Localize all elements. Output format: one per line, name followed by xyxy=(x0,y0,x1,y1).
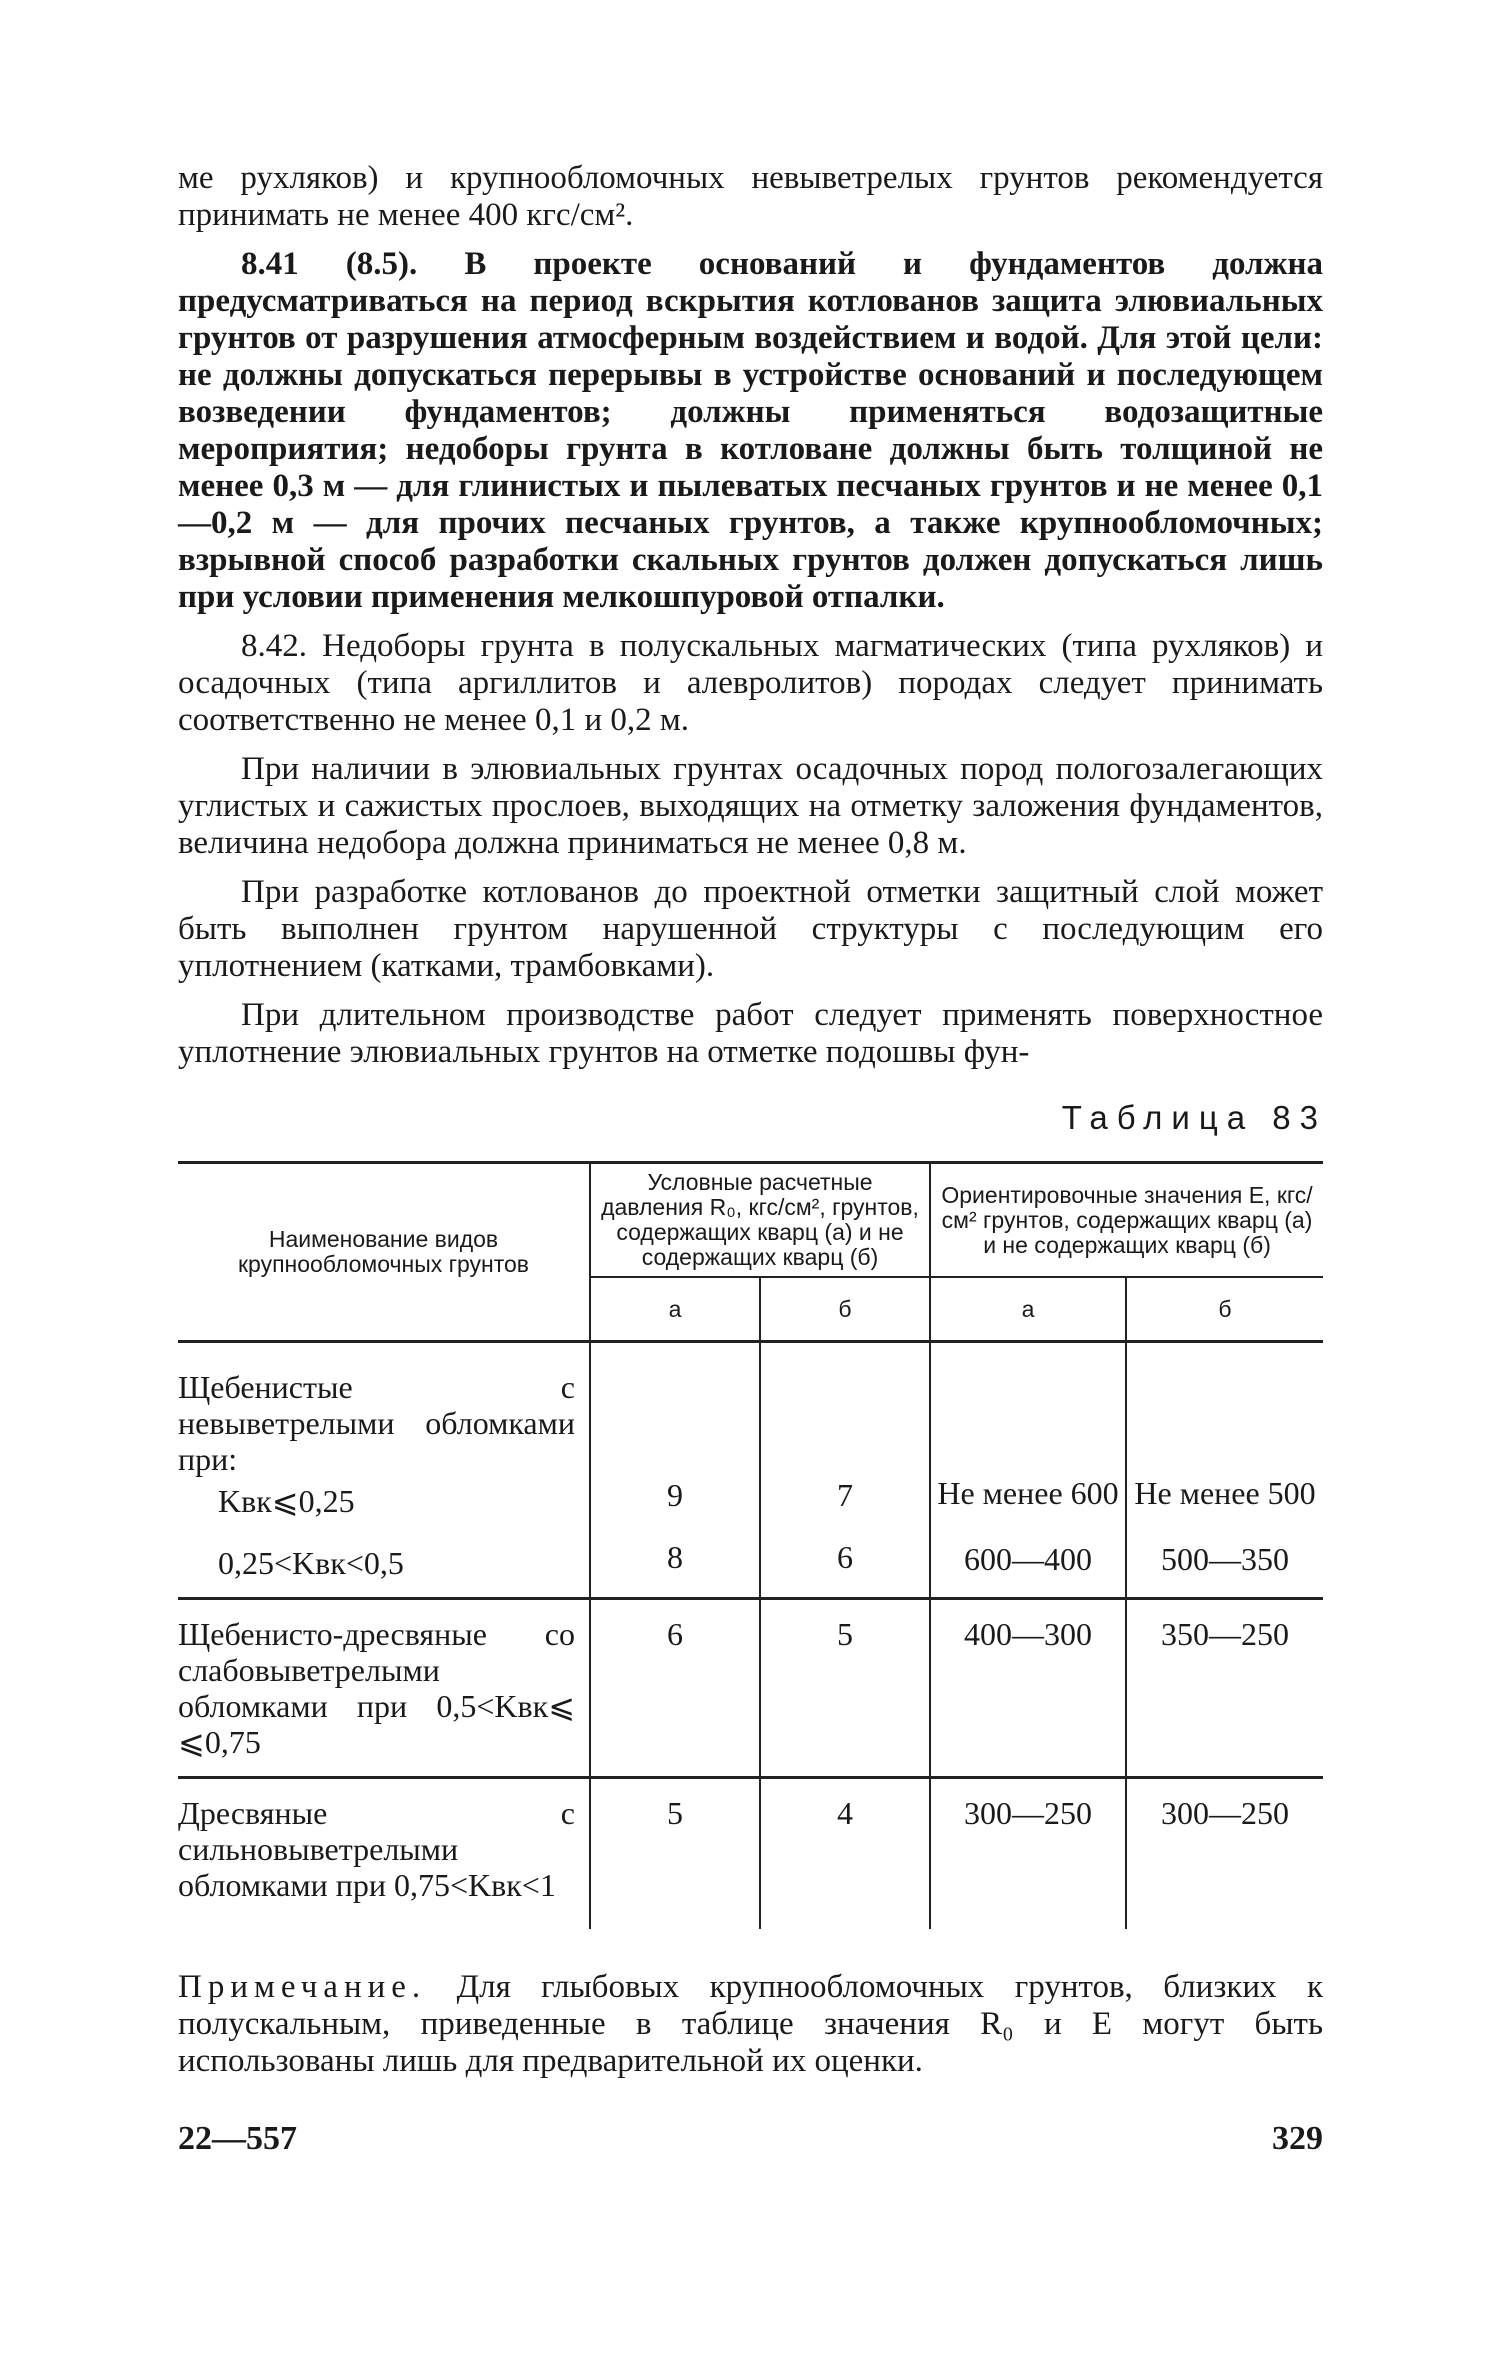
row2-eb: 350—250 xyxy=(1126,1599,1323,1778)
paragraph-5: При длительном производстве работ следует применять поверхностное уплотнение элювиальных грунтов на отметке подошвы фун- xyxy=(178,997,1323,1070)
row3-eb: 300—250 xyxy=(1126,1778,1323,1930)
table-note xyxy=(178,1969,1323,2080)
row3-r0b: 4 xyxy=(760,1778,930,1930)
row1-r0a-1: 9 xyxy=(667,1477,683,1513)
row2-ea: 400—300 xyxy=(930,1599,1126,1778)
page-number: 329 xyxy=(1272,2120,1323,2157)
row1-r0a xyxy=(590,1342,760,1599)
header-e: Ориентировочные значения E, кгс/см² грунтов, содержащих кварц (а) и не содержащих кварц (б) xyxy=(930,1163,1323,1278)
row1-sub2: 0,25<Kвк<0,5 xyxy=(218,1545,404,1581)
header-soil-type: Наименование видов крупнообломочных грунтов xyxy=(178,1163,590,1342)
row2-r0b: 5 xyxy=(760,1599,930,1778)
row3-name: Дресвяные с сильновыветрелыми обломками при 0,75<Kвк<1 xyxy=(178,1795,575,1903)
row1-eb xyxy=(1126,1342,1323,1599)
note-label: Примечание. xyxy=(178,1969,427,2005)
header-r0-a: а xyxy=(590,1277,760,1342)
table-row xyxy=(178,1599,1323,1778)
row1-r0a-2: 8 xyxy=(667,1539,683,1575)
paragraph-3: При наличии в элювиальных грунтах осадочных пород пологозалегающих углистых и сажистых прослоев, выходящих на отметку заложения фундаментов, величина недобора должна приниматься не менее 0,8 м. xyxy=(178,751,1323,861)
header-e-a: а xyxy=(930,1277,1126,1342)
paragraph-8-41: 8.41 (8.5). В проекте оснований и фундаментов должна предусматриваться на период вскрытия котлованов защита элювиальных грунтов от разрушения атмосферным воздействием и водой. Для этой цели: не должны допускаться перерывы в устройстве оснований и последующем возведении фундаментов; должны применяться водозащитные мероприятия; недоборы грунта в котловане должны быть толщиной не менее 0,3 м — для глинистых и пылеватых песчаных грунтов и не менее 0,1—0,2 м — для прочих песчаных грунтов, а также крупнообломочных; взрывной способ разработки скальных грунтов должен допускаться лишь при условии применения мелкошпуровой отпалки. xyxy=(178,246,1323,615)
row3-ea: 300—250 xyxy=(930,1778,1126,1930)
paragraph-4: При разработке котлованов до проектной отметки защитный слой может быть выполнен грунтом нарушенной структуры с последующим его уплотнением (катками, трамбовками). xyxy=(178,874,1323,984)
row1-sub1: Kвк⩽0,25 xyxy=(218,1483,355,1519)
table-caption: Таблица 83 xyxy=(1061,1099,1327,1136)
row1-eb-1: Не менее 500 xyxy=(1134,1475,1316,1511)
row3-r0a: 5 xyxy=(590,1778,760,1930)
row1-r0b-1: 7 xyxy=(837,1477,853,1513)
table-row xyxy=(178,1342,1323,1599)
row1-ea-1: Не менее 600 xyxy=(937,1475,1119,1511)
row1-name-text: Щебенистые с невыветрелыми обломками при: xyxy=(178,1369,575,1477)
soil-table xyxy=(178,1161,1323,1929)
table-row xyxy=(178,1778,1323,1930)
row2-name: Щебенисто-дресвяные со слабовыветрелыми обломками при 0,5<Kвк⩽ ⩽0,75 xyxy=(178,1599,590,1778)
row1-r0b xyxy=(760,1342,930,1599)
page-footer xyxy=(178,2120,1323,2158)
paragraph-8-42: 8.42. Недоборы грунта в полускальных магматических (типа рухляков) и осадочных (типа аргиллитов и алевролитов) породах следует принимать соответственно не менее 0,1 и 0,2 м. xyxy=(178,628,1323,738)
row1-ea-2: 600—400 xyxy=(964,1541,1093,1577)
row1-r0b-2: 6 xyxy=(837,1539,853,1575)
header-r0: Условные расчетные давления R₀, кгс/см², грунтов, содержащих кварц (а) и не содержащих кварц (б) xyxy=(590,1163,930,1278)
paragraph-0: ме рухляков) и крупнообломочных невыветрелых грунтов рекомендуется принимать не менее 400 кгс/см². xyxy=(178,160,1323,233)
row1-eb-2: 500—350 xyxy=(1161,1541,1290,1577)
note-text: Для глыбовых крупнообломочных грунтов, близких к полускальным, приведенные в таблице значения R₀ и E могут быть использованы лишь для предварительной их оценки. xyxy=(178,1969,1323,2079)
signature-mark: 22—557 xyxy=(178,2120,297,2157)
row1-name xyxy=(178,1342,590,1599)
row1-ea xyxy=(930,1342,1126,1599)
row2-r0a: 6 xyxy=(590,1599,760,1778)
page-body xyxy=(178,160,1327,2113)
header-r0-b: б xyxy=(760,1277,930,1342)
header-e-b: б xyxy=(1126,1277,1323,1342)
